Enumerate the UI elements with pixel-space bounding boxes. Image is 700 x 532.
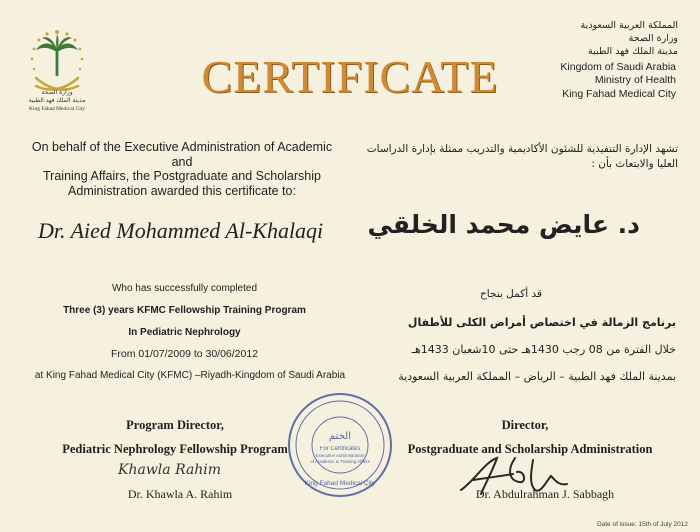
left-signatory-program: Pediatric Nephrology Fellowship Program [62,442,288,456]
stamp-center-text: الختم [329,431,351,442]
completed-ar: قد أكمل بنجاح [480,288,542,300]
intro-en-line: On behalf of the Executive Administration of Academic and [31,140,333,169]
intro-ar-line: العليا والابتعاث بأن : [591,158,678,170]
right-signatory-title: Director, [501,418,549,432]
header-ar-line-2: وزارة الصحة [628,33,678,44]
logo-caption-city-en: King Fahad Medical City [28,106,86,112]
intro-arabic [358,142,678,172]
left-signatory-name: Dr. Khawla A. Rahim [127,487,233,501]
stamp-ring-text: King Fahad Medical City [304,480,376,487]
left-signatory-title: Program Director, [126,418,224,432]
stamp-label-3: of Academic & Training Affairs [310,459,370,464]
program-ar: برنامج الزمالة في اختصاص أمراض الكلى للأطفال [407,316,676,329]
logo-caption-ministry: وزارة الصحة [41,89,73,96]
certificate-title: CERTIFICATE [201,51,499,102]
location-ar: بمدينة الملك فهد الطبية – الرياض – المملكة العربية السعودية [398,370,676,383]
intro-en-line: Training Affairs, the Postgraduate and Scholarship [43,169,321,183]
header-ar-line-3: مدينة الملك فهد الطبية [588,46,678,57]
completed-en: Who has successfully completed [111,283,258,294]
header-en-line-1: Kingdom of Saudi Arabia [560,61,676,73]
intro-english [22,140,342,198]
intro-en-line: Administration awarded this certificate to: [68,183,296,198]
date-of-issue: Date of issue: 15th of July 2012 [596,521,688,528]
stamp-label-1: For Certificates [319,446,361,452]
intro-ar-line: تشهد الإدارة التنفيذية للشئون الأكاديمية والتدريب ممثلة بإدارة الدراسات [366,143,678,155]
header-en-line-2: Ministry of Health [594,74,676,86]
specialty-en: In Pediatric Nephrology [128,327,241,338]
period-en: From 01/07/2009 to 30/06/2012 [110,348,259,360]
stamp-label-2: Executive Administration [315,453,365,458]
location-en: at King Fahad Medical City (KFMC) –Riyadh-Kingdom of Saudi Arabia [34,370,346,381]
recipient-name-ar: د. عايض محمد الخلقي [367,210,640,239]
period-ar: خلال الفترة من 08 رجب 1430هـ حتى 10شعبان 1433هـ [411,343,676,356]
logo-caption-city-ar: مدينة الملك فهد الطبية [28,97,86,104]
program-en: Three (3) years KFMC Fellowship Training Program [63,305,306,316]
right-signatory-name: Dr. Abdulrahman J. Sabbagh [475,487,615,501]
header-ar-line-1: المملكة العربية السعودية [580,20,678,31]
left-handwritten-signature: Khawla Rahim [118,462,222,478]
header-en-line-3: King Fahad Medical City [562,88,676,100]
official-stamp [285,390,395,500]
right-signatory-admin: Postgraduate and Scholarship Administration [407,442,653,456]
recipient-name-en: Dr. Aied Mohammed Al-Khalaqi [38,218,324,243]
